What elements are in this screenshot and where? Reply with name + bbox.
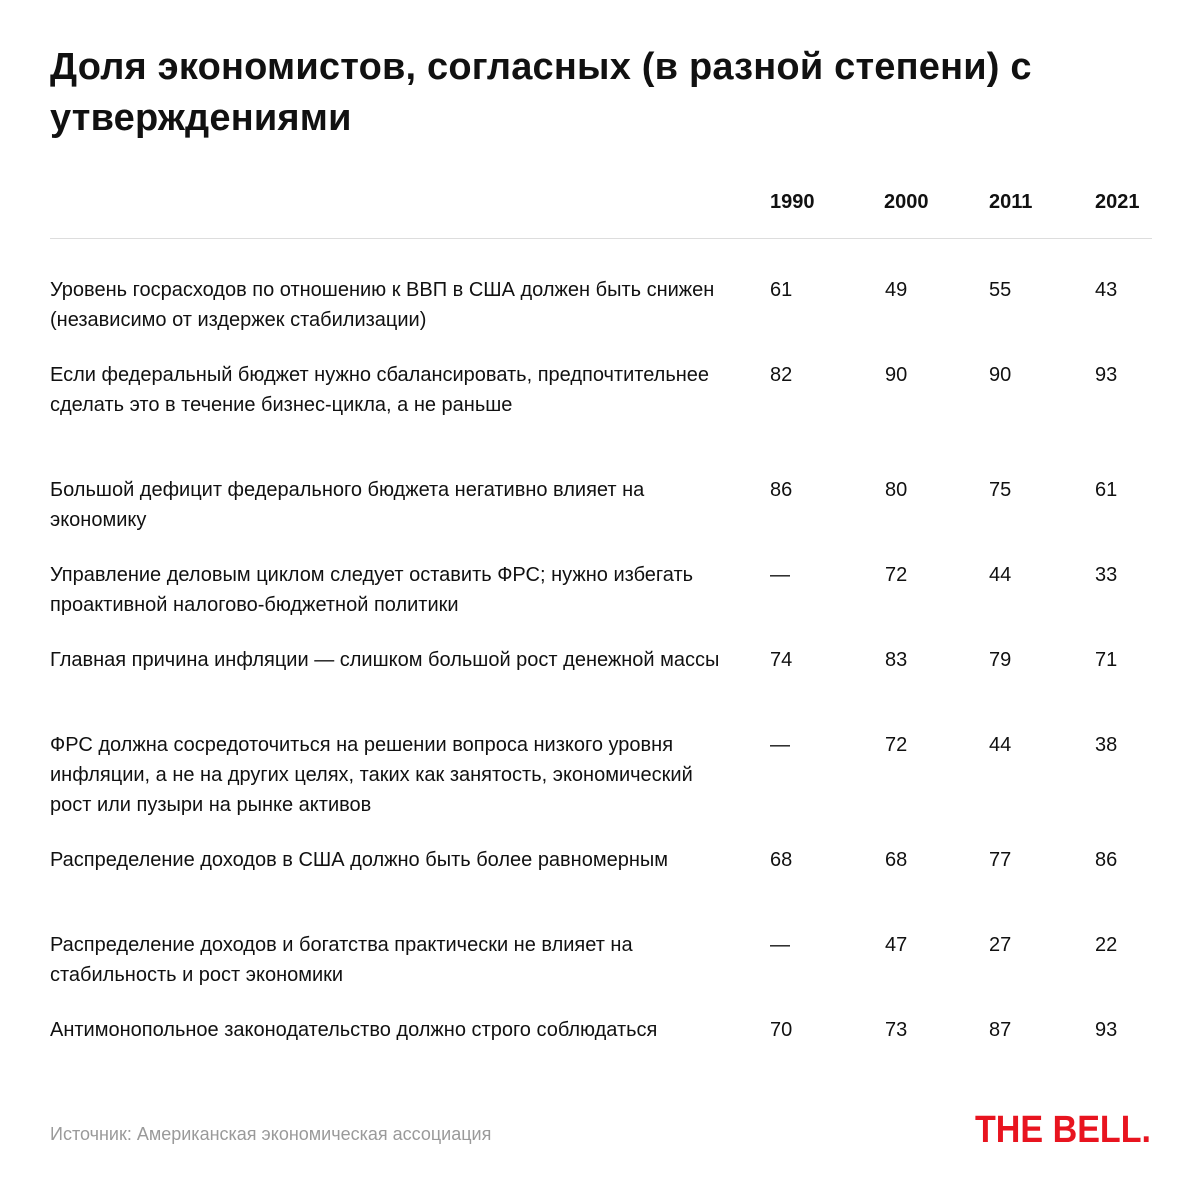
cell-2011: 79	[989, 649, 1012, 671]
cell-2021: 33	[1095, 564, 1118, 586]
row-statement: Распределение доходов в США должно быть более равномерным	[50, 849, 669, 871]
row-statement: ФРС должна сосредоточиться на решении вопроса низкого уровня инфляции, а не на других целях, таких как занятость, экономический рост или пузыри на рынке активов	[50, 734, 693, 816]
cell-1990: —	[770, 934, 790, 956]
cell-2021: 86	[1095, 849, 1118, 871]
cell-2021: 38	[1095, 734, 1118, 756]
column-header-2021: 2021	[1095, 191, 1140, 213]
row-statement: Если федеральный бюджет нужно сбалансировать, предпочтительнее сделать это в течение бизнес-цикла, а не раньше	[50, 364, 710, 416]
cell-2011: 77	[989, 849, 1012, 871]
cell-2000: 72	[885, 564, 908, 586]
cell-2021: 22	[1095, 934, 1118, 956]
cell-2000: 80	[885, 479, 908, 501]
cell-2021: 93	[1095, 1019, 1118, 1041]
cell-2011: 55	[989, 279, 1012, 301]
cell-1990: 82	[770, 364, 793, 386]
row-statement: Управление деловым циклом следует оставить ФРС; нужно избегать проактивной налогово-бюджетной политики	[50, 564, 694, 616]
the-bell-logo	[975, 1104, 1153, 1150]
source-note: Источник: Американская экономическая ассоциация	[50, 1124, 492, 1144]
cell-2021: 43	[1095, 279, 1118, 301]
cell-2000: 90	[885, 364, 908, 386]
row-statement: Большой дефицит федерального бюджета негативно влияет на экономику	[50, 479, 645, 531]
table-header	[0, 188, 1200, 218]
cell-2011: 90	[989, 364, 1012, 386]
row-statement: Распределение доходов и богатства практически не влияет на стабильность и рост экономики	[50, 934, 633, 986]
cell-2011: 27	[989, 934, 1012, 956]
cell-2011: 44	[989, 734, 1012, 756]
row-statement: Главная причина инфляции — слишком большой рост денежной массы	[50, 649, 720, 671]
cell-2000: 73	[885, 1019, 908, 1041]
cell-2021: 61	[1095, 479, 1118, 501]
cell-2000: 49	[885, 279, 908, 301]
cell-2011: 87	[989, 1019, 1012, 1041]
cell-2021: 93	[1095, 364, 1118, 386]
cell-2000: 47	[885, 934, 908, 956]
cell-2011: 75	[989, 479, 1012, 501]
cell-2011: 44	[989, 564, 1012, 586]
logo-text: THE BELL.	[975, 1109, 1151, 1150]
chart-title: Доля экономистов, согласных (в разной степени) с утверждениями	[50, 46, 1032, 139]
row-statement: Антимонопольное законодательство должно строго соблюдаться	[50, 1019, 658, 1041]
cell-2000: 83	[885, 649, 908, 671]
cell-2000: 72	[885, 734, 908, 756]
column-header-2000: 2000	[884, 191, 929, 213]
cell-1990: 68	[770, 849, 793, 871]
cell-1990: —	[770, 734, 790, 756]
cell-2000: 68	[885, 849, 908, 871]
cell-1990: 70	[770, 1019, 793, 1041]
column-header-2011: 2011	[989, 191, 1033, 213]
header-divider	[50, 238, 1152, 239]
cell-1990: 74	[770, 649, 793, 671]
column-header-1990: 1990	[770, 191, 815, 213]
cell-1990: —	[770, 564, 790, 586]
cell-2021: 71	[1095, 649, 1118, 671]
cell-1990: 61	[770, 279, 793, 301]
cell-1990: 86	[770, 479, 793, 501]
row-statement: Уровень госрасходов по отношению к ВВП в США должен быть снижен (независимо от издержек стабилизации)	[50, 279, 715, 331]
